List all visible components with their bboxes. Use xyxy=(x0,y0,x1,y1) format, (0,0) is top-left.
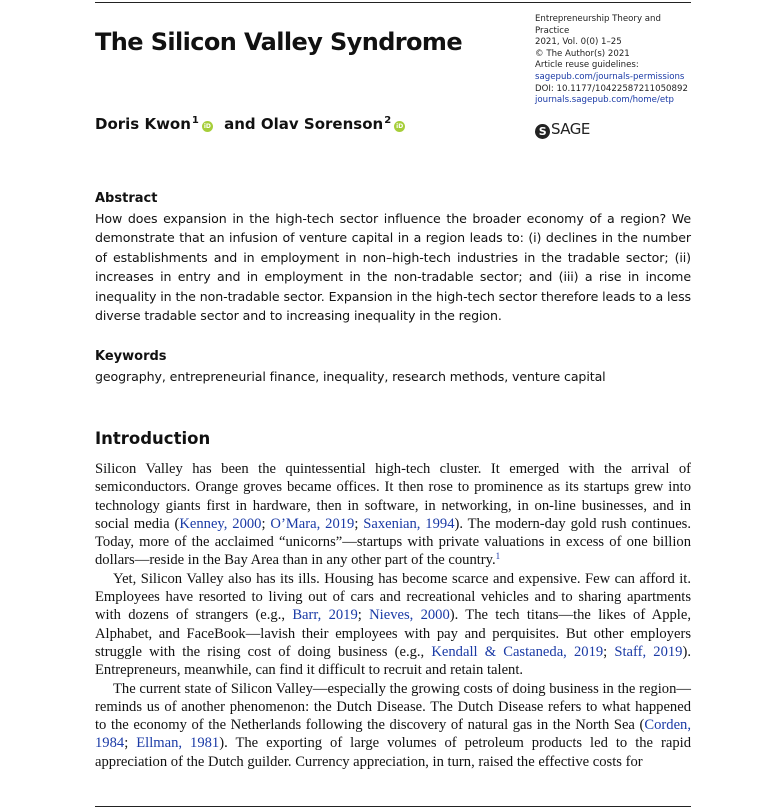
journal-name-line: Practice xyxy=(535,25,570,36)
body-text-run: The current state of Silicon Valley—especially the growing costs of doing business in the region—reminds us of another phenomenon: the Dutch Disease. The Dutch Disease refers to what happened to the economy of the Netherlands following the discovery of natural gas in the North Sea ( xyxy=(95,680,691,734)
citation-link[interactable]: O’Mara, 2019 xyxy=(270,515,355,532)
citation-separator: ; xyxy=(261,515,271,532)
footnote-marker[interactable]: 1 xyxy=(495,551,501,562)
top-rule xyxy=(95,2,691,3)
paragraph xyxy=(95,680,691,771)
author-name: Olav Sorenson xyxy=(260,115,384,133)
citation-separator: ; xyxy=(603,643,615,660)
abstract-text: How does expansion in the high-tech sector influence the broader economy of a region? We demonstrate that an infusion of venture capital in a region leads to: (i) declines in the number of establishments and in employment in non–high-tech industries in the tradable sector; (ii) increases in entry and in employment in the non-tradable sector; and (iii) a rise in income inequality in the non-tradable sector. Expansion in the high-tech sector therefore leads to a less diverse tradable sector and to increasing inequality in the region. xyxy=(95,211,691,324)
citation-separator: ; xyxy=(357,607,370,624)
paragraph xyxy=(95,570,691,680)
citation-link[interactable]: Kenney, 2000 xyxy=(179,515,262,532)
journal-home-link[interactable]: journals.sagepub.com/home/etp xyxy=(535,95,674,106)
body-text-run: Yet, Silicon Valley also has its ills. Housing has become scarce and expensive. Few can afford it. Employees have resorted to living out of cars and recreational vehicles and to sharing apartments with dozens of strangers (e.g., xyxy=(95,570,691,624)
citation-separator: ; xyxy=(124,735,137,752)
publisher-name: SAGE xyxy=(551,120,590,138)
body-text-run: ). The exporting of large volumes of petroleum products led to the rapid appreciation of the Dutch guilder. Currency appreciation, in turn, raised the effective costs for xyxy=(95,735,692,770)
citation-link[interactable]: Ellman, 1981 xyxy=(136,735,220,752)
citation-link[interactable]: Nieves, 2000 xyxy=(369,607,450,624)
journal-meta xyxy=(535,14,705,107)
copyright: © The Author(s) 2021 xyxy=(535,48,630,59)
paragraph xyxy=(95,460,691,570)
author-line xyxy=(95,115,411,133)
citation-separator: ; xyxy=(354,515,364,532)
abstract-heading: Abstract xyxy=(95,191,158,206)
article-title: The Silicon Valley Syndrome xyxy=(95,28,463,56)
keywords-text: geography, entrepreneurial finance, inequality, research methods, venture capital xyxy=(95,369,606,384)
introduction-body xyxy=(95,460,691,771)
affiliation-marker: 2 xyxy=(384,115,392,126)
volume-info: 2021, Vol. 0(0) 1–25 xyxy=(535,37,622,48)
author-name: Doris Kwon xyxy=(95,115,191,133)
body-text-run: ). The modern-day gold rush continues. Today, more of the acclaimed “unicorns”—startups with private valuations in excess of one billion dollars—reside in the Bay Area than in any other part of the country. xyxy=(95,515,692,569)
sage-logo xyxy=(535,120,590,139)
doi: DOI: 10.1177/10422587211050892 xyxy=(535,83,688,94)
bottom-rule xyxy=(95,806,691,807)
keywords-heading: Keywords xyxy=(95,349,167,364)
body-text-run: Silicon Valley has been the quintessential high-tech cluster. It emerged with the arrival of semiconductors. Orange groves became offices. It then rose to prominence as its startups grew into technology giants first in hardware, then in software, in networking, in on-line businesses, and in social media ( xyxy=(95,461,691,532)
orcid-icon[interactable]: iD xyxy=(203,123,211,130)
citation-link[interactable]: Kendall & Castaneda, 2019 xyxy=(431,643,604,660)
reuse-label: Article reuse guidelines: xyxy=(535,60,639,71)
introduction-heading: Introduction xyxy=(95,429,211,448)
body-text-run: ). The tech titans—the likes of Apple, Alphabet, and FaceBook—lavish their employees with pay and perquisites. But other employers struggle with the rising cost of doing business (e.g., xyxy=(95,607,691,660)
permissions-link[interactable]: sagepub.com/journals-permissions xyxy=(535,71,685,82)
author-connector: and xyxy=(224,115,256,133)
citation-link[interactable]: Barr, 2019 xyxy=(292,607,358,624)
journal-name-line: Entrepreneurship Theory and xyxy=(535,14,661,24)
orcid-icon[interactable]: iD xyxy=(396,123,404,130)
citation-link[interactable]: Staff, 2019 xyxy=(614,643,683,660)
sage-mark-icon: S xyxy=(535,124,550,139)
citation-link[interactable]: Corden, 1984 xyxy=(95,717,691,752)
affiliation-marker: 1 xyxy=(191,115,199,126)
body-text-run: ). Entrepreneurs, meanwhile, can find it difficult to recruit and retain talent. xyxy=(95,643,691,679)
citation-link[interactable]: Saxenian, 1994 xyxy=(363,515,455,532)
